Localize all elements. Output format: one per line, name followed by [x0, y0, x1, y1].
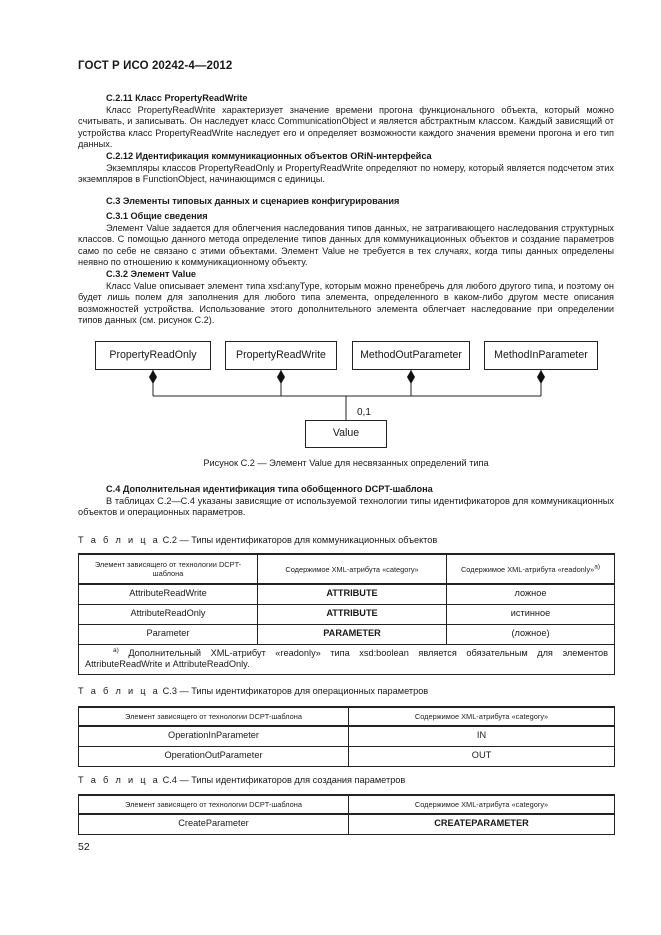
table-cell: AttributeReadWrite — [79, 584, 258, 604]
table-cell: CREATEPARAMETER — [349, 814, 615, 834]
section-c4 — [78, 484, 614, 519]
table-footnote: $^{а)}$ Дополнительный XML-атрибут «readonly» типа xsd:boolean является обязательным для элементов AttributeReadWrite и AttributeReadOnly. — [79, 644, 615, 674]
section-title: C.3 Элементы типовых данных и сценариев конфигурирования — [106, 196, 400, 206]
box-method-out-parameter: MethodOutParameter — [352, 341, 470, 370]
table-cell: (ложное) — [447, 624, 615, 644]
header-cell: Содержимое XML-атрибута «category» — [258, 554, 447, 584]
figure-caption: Рисунок С.2 — Элемент Value для несвязанных определений типа — [203, 458, 489, 468]
table-cell: ATTRIBUTE — [258, 584, 447, 604]
composition-diamond — [537, 370, 545, 384]
composition-diamond — [277, 370, 285, 384]
composition-diamond — [407, 370, 415, 384]
table-c3-caption: Т а б л и ц а С.3 — Типы идентификаторов для операционных параметров — [78, 686, 429, 696]
table-cell: ложное — [447, 584, 615, 604]
table-cell: CreateParameter — [79, 814, 349, 834]
table-row — [79, 604, 615, 624]
table-cell: ATTRIBUTE — [258, 604, 447, 624]
section-title: C.2.11 Класс PropertyReadWrite — [106, 93, 248, 103]
paragraph: Экземпляры классов PropertyReadOnly и PropertyReadWrite определяют по номеру, который является подсчетом этих экземпляров в FunctionObject, начинающимся с единицы. — [78, 162, 614, 185]
paragraph: Элемент Value задается для облегчения наследования типов данных, не затрагивающего наследования структурных классов. С помощью данного метода определение типов данных для коммуникационных объектов и создание параметров само по себе не связано с этими объектами. Элемент Value не требуется в тех случаях, когда типы данных определены неявно по отношению к коммуникационному объекту. — [78, 222, 614, 268]
table-row — [79, 746, 615, 766]
section-title: C.3.1 Общие сведения — [106, 211, 208, 221]
table-c2 — [78, 553, 615, 675]
composition-diamond — [149, 370, 157, 384]
table-c4 — [78, 794, 615, 835]
table-header-row — [79, 795, 615, 814]
table-c4-caption: Т а б л и ц а С.4 — Типы идентификаторов для создания параметров — [78, 775, 406, 785]
paragraph: Класс Value описывает элемент типа xsd:anyType, которым можно пренебречь для любого другого типа, и поэтому он будет лишь полем для заполнения для любого типа элемента, определенного в каком-либо другом месте описания возможностей устройства. Использование этого дополнительного элемента облегчает наследование при определении типов данных (см. рисунок С.2). — [78, 280, 614, 326]
section-title: C.4 Дополнительная идентификация типа обобщенного DCPT-шаблона — [106, 484, 433, 494]
table-row — [79, 624, 615, 644]
header-cell: Элемент зависящего от технологии DCPT-шаблона — [79, 795, 349, 814]
paragraph: В таблицах С.2—С.4 указаны зависящие от используемой технологии типы идентификаторов для коммуникационных объектов и операционных параметров. — [78, 495, 614, 518]
table-row — [79, 814, 615, 834]
header-cell: Содержимое XML-атрибута «category» — [349, 707, 615, 726]
table-row — [79, 584, 615, 604]
section-title: C.3.2 Элемент Value — [106, 268, 197, 279]
table-cell: AttributeReadOnly — [79, 604, 258, 624]
table-cell: IN — [349, 726, 615, 746]
box-value: Value — [305, 420, 387, 448]
box-property-read-write: PropertyReadWrite — [225, 341, 337, 370]
multiplicity-label: 0,1 — [357, 407, 371, 418]
table-cell: PARAMETER — [258, 624, 447, 644]
table-footnote-row — [79, 644, 615, 674]
box-method-in-parameter: MethodInParameter — [484, 341, 598, 370]
table-cell: OperationInParameter — [79, 726, 349, 746]
table-cell: Parameter — [79, 624, 258, 644]
table-c2-caption: Т а б л и ц а С.2 — Типы идентификаторов для коммуникационных объектов — [78, 535, 438, 545]
table-cell: OperationOutParameter — [79, 746, 349, 766]
table-c3 — [78, 706, 615, 767]
header-cell: Содержимое XML-атрибута «category» — [349, 795, 615, 814]
section-title: C.2.12 Идентификация коммуникационных объектов ORiN-интерфейса — [106, 150, 432, 161]
document-header: ГОСТ Р ИСО 20242-4—2012 — [78, 60, 233, 72]
box-property-read-only: PropertyReadOnly — [95, 341, 211, 370]
header-cell: Содержимое XML-атрибута «readonly»$^{а)}$ — [447, 554, 615, 584]
paragraph: Класс PropertyReadWrite характеризует значение времени прогона функционального объекта, который можно считывать, и записывать. Он наследует класс CommunicationObject и является абстрактным классом. Каждый зависящий от устройства класс PropertyReadWrite наследует его и определяет возможности каждого значения времени прогона и его тип данных. — [78, 104, 614, 150]
header-cell: Элемент зависящего от технологии DCPT-шаблона — [79, 707, 349, 726]
page-number: 52 — [78, 841, 90, 853]
table-row — [79, 726, 615, 746]
header-cell: Элемент зависящего от технологии DCPT-шаблона — [79, 554, 258, 584]
table-header-row — [79, 707, 615, 726]
table-header-row — [79, 554, 615, 584]
table-cell: OUT — [349, 746, 615, 766]
table-cell: истинное — [447, 604, 615, 624]
